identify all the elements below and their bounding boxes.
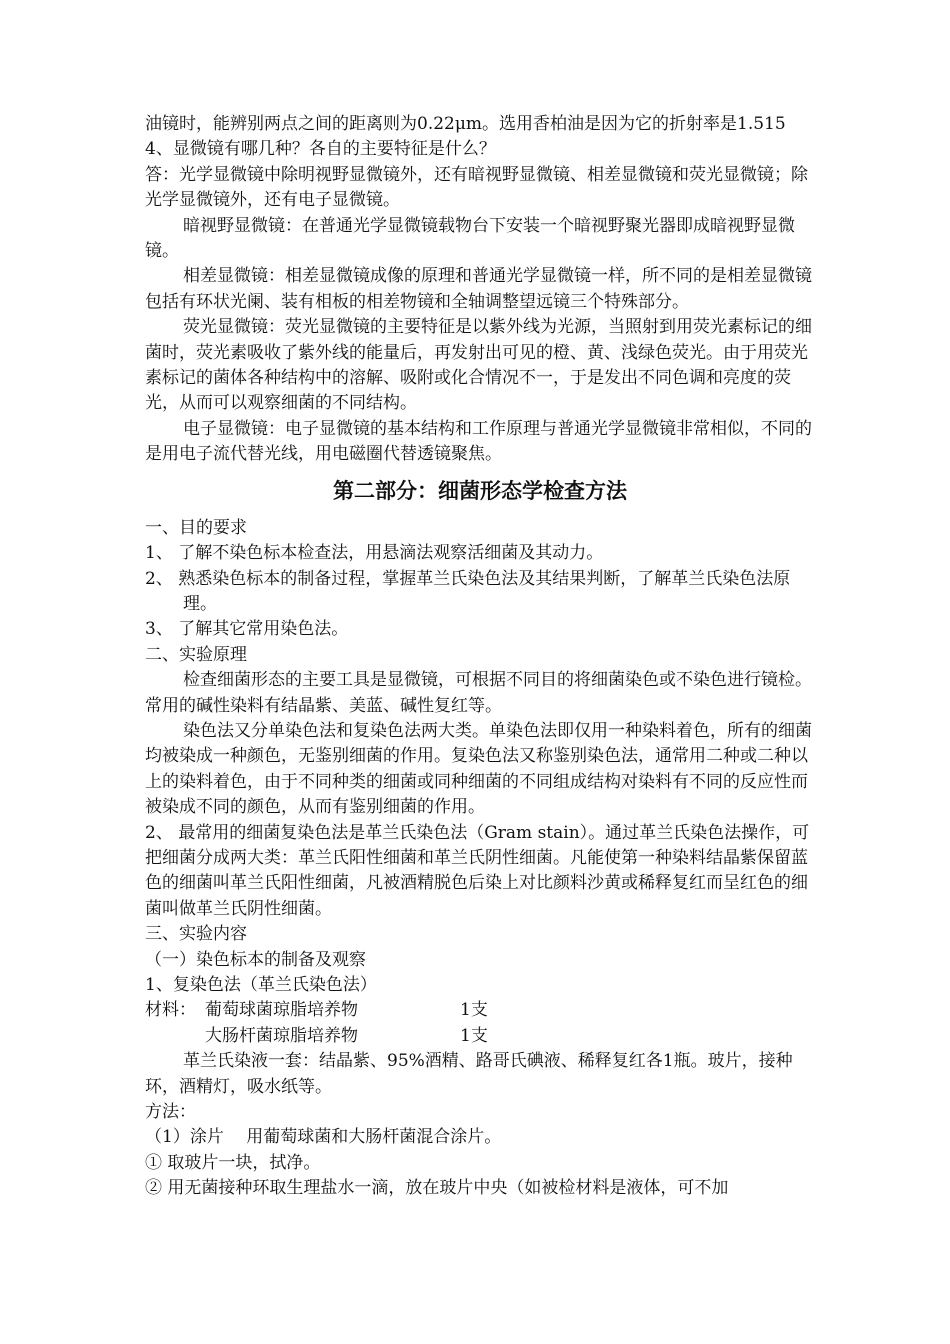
method-label: 方法： <box>145 1102 196 1123</box>
method-heading: 1、复染色法（革兰氏染色法） <box>145 975 377 995</box>
step-1: （1）涂片 用葡萄球菌和大肠杆菌混合涂片。 <box>145 1127 502 1148</box>
section-heading-content: 三、实验内容 <box>145 924 247 945</box>
paragraph-oil-lens: 油镜时，能辨别两点之间的距离则为0.22μm。选用香柏油是因为它的折射率是1.515 <box>145 114 786 134</box>
section-heading-principle: 二、实验原理 <box>145 644 247 665</box>
paragraph-darkfield: 暗视野显微镜：在普通光学显微镜载物台下安装一个暗视野聚光器即成暗视野显微镜。 <box>145 215 795 262</box>
paragraph-fluorescence: 荧光显微镜：荧光显微镜的主要特征是以紫外线为光源，当照射到用荧光素标记的细菌时，荧光素吸收了紫外线的能量后，再发射出可见的橙、黄、浅绿色荧光。由于用荧光素标记的菌体各种结构中的溶解、吸附或化合情况不一，于是发出不同色调和亮度的荧光，从而可以观察细菌的不同结构。 <box>145 317 812 414</box>
question-4: 4、显微镜有哪几种？各自的主要特征是什么？ <box>145 139 496 160</box>
material-row-1 <box>145 998 815 1023</box>
paragraph-electron: 电子显微镜：电子显微镜的基本结构和工作原理与普通光学显微镜非常相似，不同的是用电子流代替光线，用电磁圈代替透镜聚焦。 <box>145 418 812 465</box>
step-1b: ② 用无菌接种环取生理盐水一滴，放在玻片中央（如被检材料是液体，可不加 <box>145 1178 729 1199</box>
material-name-2: 大肠杆菌琼脂培养物 <box>205 1025 358 1046</box>
material-label: 材料： <box>145 1000 196 1021</box>
material-qty-1: 1支 <box>460 1000 488 1021</box>
paragraph-principle-1: 检查细菌形态的主要工具是显微镜，可根据不同目的将细菌染色或不染色进行镜检。常用的碱性染料有结晶紫、美蓝、碱性复红等。 <box>145 670 812 716</box>
answer-paragraph: 答：光学显微镜中除明视野显微镜外，还有暗视野显微镜、相差显微镜和荧光显微镜；除光学显微镜外，还有电子显微镜。 <box>145 164 808 211</box>
material-qty-2: 1支 <box>460 1025 488 1046</box>
goal-item-2: 2、 熟悉染色标本的制备过程，掌握革兰氏染色法及其结果判断，了解革兰氏染色法原理。 <box>145 568 791 614</box>
part-title: 第二部分：细菌形态学检查方法 <box>333 478 627 503</box>
section-heading-goals: 一、目的要求 <box>145 517 247 538</box>
goal-item-3: 3、 了解其它常用染色法。 <box>145 619 349 640</box>
goal-item-1: 1、 了解不染色标本检查法，用悬滴法观察活细菌及其动力。 <box>145 543 604 564</box>
step-1a: ① 取玻片一块，拭净。 <box>145 1152 321 1173</box>
document-page <box>145 112 815 1202</box>
subsection-heading: （一）染色标本的制备及观察 <box>145 949 366 970</box>
material-row-2 <box>145 1024 815 1049</box>
paragraph-reagents: 革兰氏染液一套：结晶紫、95%酒精、路哥氏碘液、稀释复红各1瓶。玻片，接种环，酒精灯，吸水纸等。 <box>145 1051 793 1097</box>
paragraph-principle-3: 2、 最常用的细菌复染色法是革兰氏染色法（Gram stain）。通过革兰氏染色法操作，可把细菌分成两大类：革兰氏阳性细菌和革兰氏阴性细菌。凡能使第一种染料结晶紫保留蓝色的细菌叫革兰氏阳性细菌，凡被酒精脱色后染上对比颜料沙黄或稀释复红而呈红色的细菌叫做革兰氏阴性细菌。 <box>145 822 810 919</box>
paragraph-phase-contrast: 相差显微镜：相差显微镜成像的原理和普通光学显微镜一样，所不同的是相差显微镜包括有环状光阑、装有相板的相差物镜和全轴调整望远镜三个特殊部分。 <box>145 266 812 312</box>
paragraph-principle-2: 染色法又分单染色法和复染色法两大类。单染色法即仅用一种染料着色，所有的细菌均被染成一种颜色，无鉴别细菌的作用。复染色法又称鉴别染色法，通常用二种或二种以上的染料着色，由于不同种类的细菌或同种细菌的不同组成结构对染料有不同的反应性而被染成不同的颜色，从而有鉴别细菌的作用。 <box>145 720 812 818</box>
material-name-1: 葡萄球菌琼脂培养物 <box>205 1000 358 1021</box>
